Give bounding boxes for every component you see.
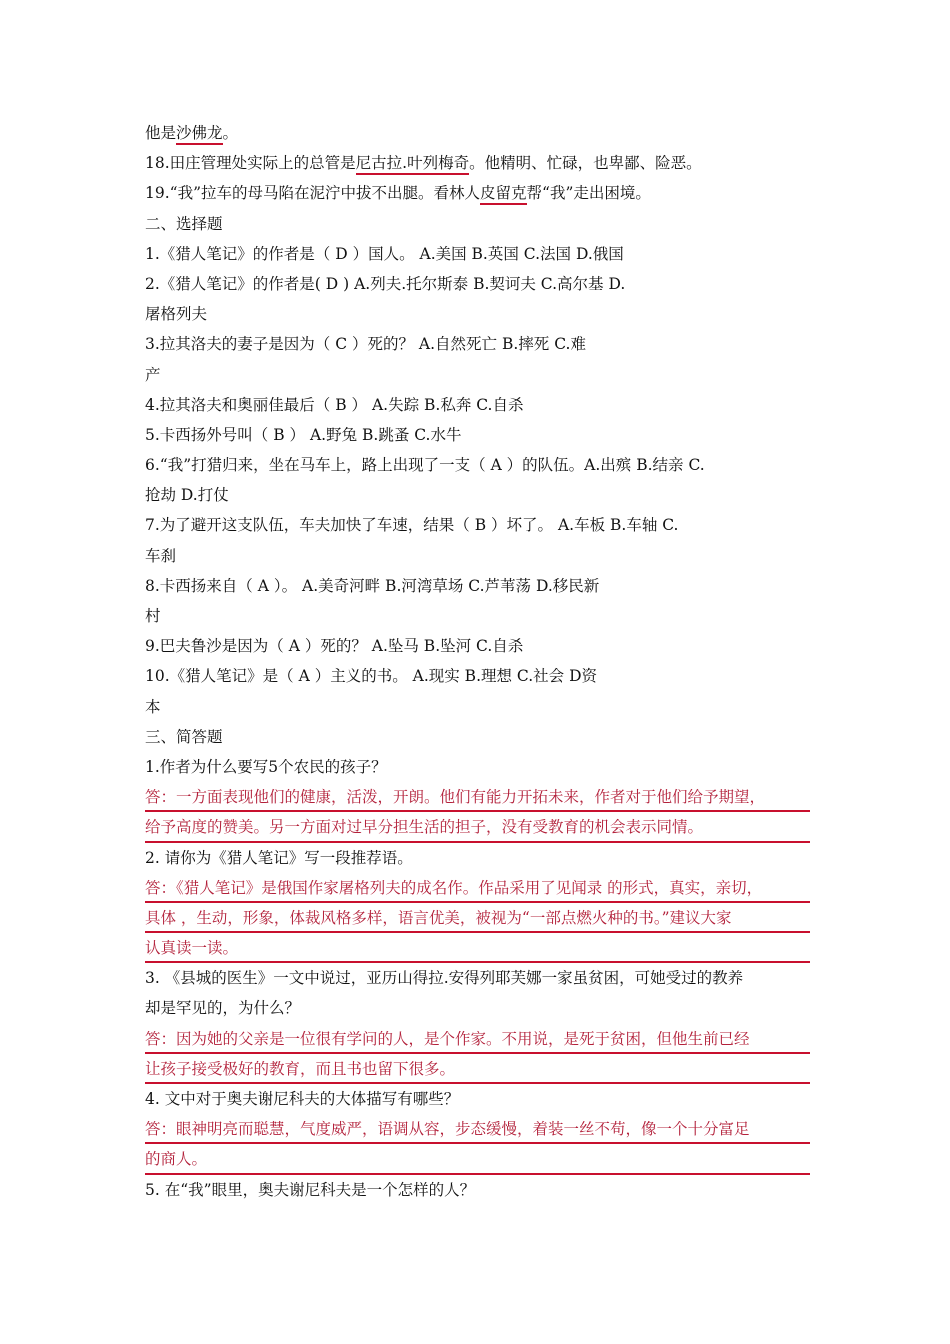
mc-line: 6.“我”打猎归来，坐在马车上，路上出现了一支（ A ）的队伍。A.出殡 B.结亲 C. [145,456,705,475]
mc-line: 2.《猎人笔记》的作者是( D ) A.列夫.托尔斯泰 B.契诃夫 C.高尔基 D. [145,274,626,293]
fill-text: 他是 [145,124,177,142]
mc-line: 4.拉其洛夫和奥丽佳最后（ B ） A.失踪 B.私奔 C.自杀 [145,395,524,414]
fill-item-18 [145,148,810,178]
mc-line: 车刹 [145,546,177,565]
question-3-line: 却是罕见的，为什么？ [145,999,301,1018]
mc-line: 本 [145,697,161,716]
mc-line: 7.为了避开这支队伍，车夫加快了车速，结果（ B ）坏了。 A.车板 B.车轴 C. [145,516,679,535]
answer-2-line: 具体 ，生动，形象，体裁风格多样，语言优美，被视为“一部点燃火种的书。”建议大家 [145,903,810,933]
section-heading-qa: 三、简答题 [145,727,223,746]
fill-item-17 [145,118,810,148]
fill-text: 19.“我”拉车的母马陷在泥泞中拔不出腿。看林人 [145,184,480,203]
answer-3-line: 让孩子接受极好的教育，而且书也留下很多。 [145,1054,810,1084]
fill-answer: 沙佛龙 [176,124,223,145]
answer-4-line: 的商人。 [145,1144,810,1174]
question-1: 1.作者为什么要写5个农民的孩子？ [145,757,387,776]
answer-2-line: 答：《猎人笔记》是俄国作家屠格列夫的成名作。作品采用了见闻录 的形式，真实，亲切， [145,873,810,903]
fill-item-19 [145,178,810,208]
mc-line: 3.拉其洛夫的妻子是因为（ C ）死的？ A.自然死亡 B.摔死 C.难 [145,335,586,354]
question-2: 2. 请你为《猎人笔记》写一段推荐语。 [145,848,413,867]
fill-text: 。 [222,124,239,142]
document-body [145,118,810,1205]
fill-text: 帮“我”走出困境。 [526,184,651,203]
mc-line: 5.卡西扬外号叫（ B ） A.野兔 B.跳蚤 C.水牛 [145,425,462,444]
mc-line: 村 [145,607,161,625]
fill-answer: 尼古拉.叶列梅奇 [356,154,469,175]
mc-line: 8.卡西扬来自（ A ）。 A.美奇河畔 B.河湾草场 C.芦苇荡 D.移民新 [145,576,600,595]
fill-text: 。他精明、忙碌，也卑鄙、险恶。 [469,154,702,173]
answer-2-line: 认真读一读。 [145,933,810,963]
question-5: 5. 在“我”眼里，奥夫谢尼科夫是一个怎样的人？ [145,1180,476,1199]
mc-line: 10.《猎人笔记》是（ A ）主义的书。 A.现实 B.理想 C.社会 D资 [145,667,598,686]
answer-3-line: 答：因为她的父亲是一位很有学问的人，是个作家。不用说，是死于贫困，但他生前已经 [145,1024,810,1054]
mc-line: 1.《猎人笔记》的作者是（ D ）国人。 A.美国 B.英国 C.法国 D.俄国 [145,244,624,263]
mc-line: 抢劫 D.打仗 [145,486,229,505]
fill-text: 18.田庄管理处实际上的总管是 [145,154,356,173]
mc-line: 产 [145,365,161,384]
question-4: 4. 文中对于奥夫谢尼科夫的大体描写有哪些？ [145,1090,460,1108]
question-3-line: 3. 《县城的医生》一文中说过，亚历山得拉.安得列耶芙娜一家虽贫困，可她受过的教养 [145,969,744,988]
mc-line: 屠格列夫 [145,305,208,324]
section-heading-mc: 二、选择题 [145,214,223,233]
fill-answer: 皮留克 [480,184,527,205]
answer-1-line: 给予高度的赞美。另一方面对过早分担生活的担子，没有受教育的机会表示同情。 [145,812,810,842]
answer-4-line: 答：眼神明亮而聪慧，气度威严，语调从容，步态缓慢，着装一丝不苟，像一个十分富足 [145,1114,810,1144]
answer-1-line: 答：一方面表现他们的健康，活泼，开朗。他们有能力开拓未来，作者对于他们给予期望， [145,782,810,812]
mc-line: 9.巴夫鲁沙是因为（ A ）死的？ A.坠马 B.坠河 C.自杀 [145,637,524,656]
